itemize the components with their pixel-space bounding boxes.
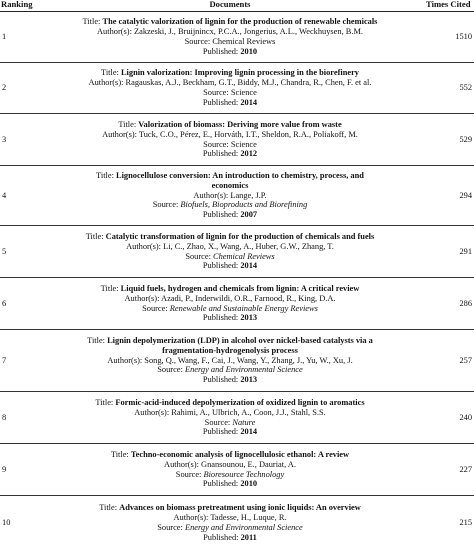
published-line	[36, 479, 424, 489]
document-title: Liquid fuels, hydrogen and chemicals from lignin: A critical review	[120, 283, 360, 293]
published-line	[36, 149, 424, 159]
title-prefix: Title:	[87, 335, 108, 345]
source-prefix: Source:	[152, 200, 181, 210]
published-line	[36, 261, 424, 271]
source-prefix: Source:	[204, 417, 233, 427]
document-source: Chemical Reviews	[213, 251, 275, 261]
document-title: economics	[211, 180, 249, 190]
source-line	[36, 252, 424, 262]
title-line	[36, 346, 424, 356]
authors-line	[36, 242, 424, 252]
document-cell	[36, 444, 424, 496]
document-cell	[36, 330, 424, 392]
authors-line	[36, 130, 424, 140]
authors-prefix: Author(s):	[97, 27, 134, 37]
authors-prefix: Author(s):	[126, 241, 164, 251]
source-line	[36, 418, 424, 428]
times-cited-cell: 257	[459, 355, 472, 365]
document-authors: Azadi, P., Inderwildi, O.R., Farnood, R., King, D.A.	[161, 293, 336, 303]
document-title: Catalytic transformation of lignin for the production of chemicals and fuels	[105, 231, 375, 241]
title-line	[36, 284, 424, 294]
source-prefix: Source:	[175, 469, 204, 479]
document-authors: Tadesse, H., Luque, R.	[210, 512, 287, 522]
published-year: 2014	[240, 427, 258, 437]
title-line	[36, 450, 424, 460]
published-line	[36, 533, 424, 543]
source-line	[36, 200, 424, 210]
document-source: Renewable and Sustainable Energy Reviews	[169, 303, 318, 313]
document-authors: Ragauskas, A.J., Beckham, G.T., Biddy, M.J., Chandra, R., Chen, F. et al.	[125, 78, 372, 88]
document-source: Bioresource Technology	[203, 469, 285, 479]
authors-line	[36, 78, 424, 88]
title-prefix: Title:	[100, 283, 121, 293]
published-prefix: Published:	[202, 149, 241, 159]
title-line	[36, 503, 424, 513]
document-cell	[36, 12, 424, 63]
authors-line	[36, 191, 424, 201]
title-prefix: Title:	[96, 170, 116, 180]
ranking-cell: 7	[2, 355, 7, 365]
table-row	[0, 392, 474, 444]
published-line	[36, 427, 424, 437]
ranking-cell: 8	[2, 412, 7, 422]
title-line	[36, 120, 424, 130]
published-year: 2010	[240, 46, 258, 56]
document-source: Science	[230, 88, 257, 97]
source-prefix: Source:	[203, 88, 231, 97]
source-prefix: Source:	[185, 251, 214, 261]
document-title: Lignin valorization: Improving lignin processing in the biorefinery	[120, 68, 359, 78]
times-cited-cell: 294	[459, 190, 472, 200]
document-source: Biofuels, Bioproducts and Biorefining	[180, 200, 308, 210]
document-source: Energy and Environmental Science	[184, 522, 303, 532]
source-prefix: Source:	[157, 365, 185, 375]
published-year: 2014	[240, 97, 258, 107]
document-cell	[36, 278, 424, 330]
document-title: Valorization of biomass: Deriving more value from waste	[138, 119, 342, 129]
title-line	[36, 68, 424, 78]
title-prefix: Title:	[118, 119, 139, 129]
times-cited-header: Times Cited	[424, 0, 474, 12]
title-line	[36, 17, 424, 27]
title-prefix: Title:	[101, 68, 121, 78]
times-cited-cell: 215	[459, 517, 472, 527]
document-title: Formic-acid-induced depolymerization of oxidized lignin to aromatics	[115, 397, 365, 407]
published-prefix: Published:	[202, 97, 241, 107]
authors-line	[36, 460, 424, 470]
ranking-cell: 2	[2, 83, 7, 93]
ranking-cell: 1	[2, 32, 7, 42]
published-prefix: Published:	[202, 313, 241, 323]
source-prefix: Source:	[142, 303, 170, 313]
documents-header: Documents	[36, 0, 424, 12]
document-authors: Rahimi, A., Ulbrich, A., Coon, J.J., Stahl, S.S.	[171, 407, 326, 417]
ranking-cell: 5	[2, 246, 7, 256]
title-line	[36, 336, 424, 346]
source-line	[36, 304, 424, 314]
table-row	[0, 278, 474, 330]
times-cited-cell: 286	[459, 298, 472, 308]
published-year: 2010	[240, 479, 258, 489]
title-line	[36, 171, 424, 181]
authors-prefix: Author(s):	[173, 512, 211, 522]
document-authors: Zakzeski, J., Bruijnincx, P.C.A., Jongerius, A.L., Weckhuysen, B.M.	[133, 27, 363, 37]
authors-line	[36, 356, 424, 366]
table-row	[0, 226, 474, 278]
authors-prefix: Author(s):	[107, 355, 145, 365]
document-title: Techno-economic analysis of lignocellulosic ethanol: A review	[130, 449, 350, 459]
authors-prefix: Author(s):	[102, 129, 139, 139]
document-source: Chemical Reviews	[212, 37, 276, 46]
times-cited-cell: 529	[459, 134, 472, 144]
published-year: 2007	[240, 210, 258, 220]
table-row	[0, 63, 474, 114]
document-title: The catalytic valorization of lignin for the production of renewable chemicals	[102, 17, 378, 27]
source-line	[36, 37, 424, 47]
published-prefix: Published:	[202, 46, 241, 56]
authors-line	[36, 513, 424, 523]
document-authors: Song, Q., Wang, F., Cai, J., Wang, Y., Zhang, J., Yu, W., Xu, J.	[144, 355, 353, 365]
title-prefix: Title:	[85, 231, 106, 241]
authors-line	[36, 27, 424, 37]
published-year: 2014	[240, 261, 258, 271]
document-cell	[36, 392, 424, 444]
ranking-cell: 3	[2, 134, 7, 144]
table-row	[0, 114, 474, 166]
times-cited-cell: 227	[459, 464, 472, 474]
source-line	[36, 88, 424, 98]
authors-prefix: Author(s):	[164, 459, 202, 469]
title-prefix: Title:	[82, 17, 103, 27]
published-prefix: Published:	[202, 261, 241, 271]
title-prefix: Title:	[110, 449, 131, 459]
ranking-cell: 4	[2, 190, 7, 200]
document-title: Lignin depolymerization (LDP) in alcohol over nickel-based catalysts via a	[107, 335, 373, 345]
times-cited-cell: 1510	[455, 32, 472, 42]
source-line	[36, 140, 424, 150]
published-line	[36, 210, 424, 220]
document-cell	[36, 63, 424, 114]
authors-prefix: Author(s):	[193, 190, 231, 200]
table-header	[0, 0, 474, 12]
published-prefix: Published:	[202, 375, 241, 385]
document-authors: Lange, J.P.	[230, 190, 267, 200]
times-cited-cell: 240	[459, 412, 472, 422]
document-cell	[36, 226, 424, 278]
source-line	[36, 523, 424, 533]
table-row	[0, 496, 474, 550]
document-cell	[36, 114, 424, 166]
published-year: 2013	[240, 313, 258, 323]
document-title: fragmentation-hydrogenolysis process	[162, 345, 298, 355]
title-prefix: Title:	[99, 502, 120, 512]
ranking-cell: 9	[2, 464, 7, 474]
title-line	[36, 398, 424, 408]
document-authors: Tuck, C.O., Pérez, E., Horváth, I.T., Sheldon, R.A., Poliakoff, M.	[138, 129, 358, 139]
authors-line	[36, 294, 424, 304]
times-cited-cell: 552	[459, 83, 472, 93]
authors-prefix: Author(s):	[124, 293, 162, 303]
document-source: Science	[230, 139, 257, 149]
table-row	[0, 166, 474, 226]
document-authors: Gnansounou, E., Dauriat, A.	[201, 459, 296, 469]
title-prefix: Title:	[95, 397, 116, 407]
published-line	[36, 313, 424, 323]
published-prefix: Published:	[202, 479, 241, 489]
document-title: Lignocellulose conversion: An introduction to chemistry, process, and	[116, 170, 364, 180]
published-prefix: Published:	[203, 532, 241, 542]
published-prefix: Published:	[202, 210, 241, 220]
published-line	[36, 47, 424, 57]
published-line	[36, 98, 424, 108]
document-source: Energy and Environmental Science	[184, 365, 303, 375]
published-prefix: Published:	[202, 427, 241, 437]
document-source: Nature	[232, 417, 256, 427]
source-prefix: Source:	[157, 522, 185, 532]
document-cell	[36, 496, 424, 550]
authors-line	[36, 408, 424, 418]
title-line	[36, 232, 424, 242]
published-year: 2011	[240, 532, 257, 542]
published-line	[36, 375, 424, 385]
table-row	[0, 330, 474, 392]
table-body	[0, 12, 474, 550]
table-row	[0, 444, 474, 496]
source-line	[36, 365, 424, 375]
document-authors: Li, C., Zhao, X., Wang, A., Huber, G.W., Zhang, T.	[163, 241, 334, 251]
document-cell	[36, 166, 424, 226]
published-year: 2012	[240, 149, 258, 159]
document-title: Advances on biomass pretreatment using ionic liquids: An overview	[119, 502, 361, 512]
authors-prefix: Author(s):	[88, 78, 126, 88]
ranking-cell: 10	[2, 517, 11, 527]
source-line	[36, 470, 424, 480]
ranking-header: Ranking	[0, 0, 36, 12]
source-prefix: Source:	[203, 139, 231, 149]
authors-prefix: Author(s):	[134, 407, 172, 417]
table-row	[0, 12, 474, 63]
times-cited-cell: 291	[459, 246, 472, 256]
title-line	[36, 181, 424, 191]
source-prefix: Source:	[184, 37, 213, 46]
published-year: 2013	[240, 375, 258, 385]
ranking-cell: 6	[2, 298, 7, 308]
